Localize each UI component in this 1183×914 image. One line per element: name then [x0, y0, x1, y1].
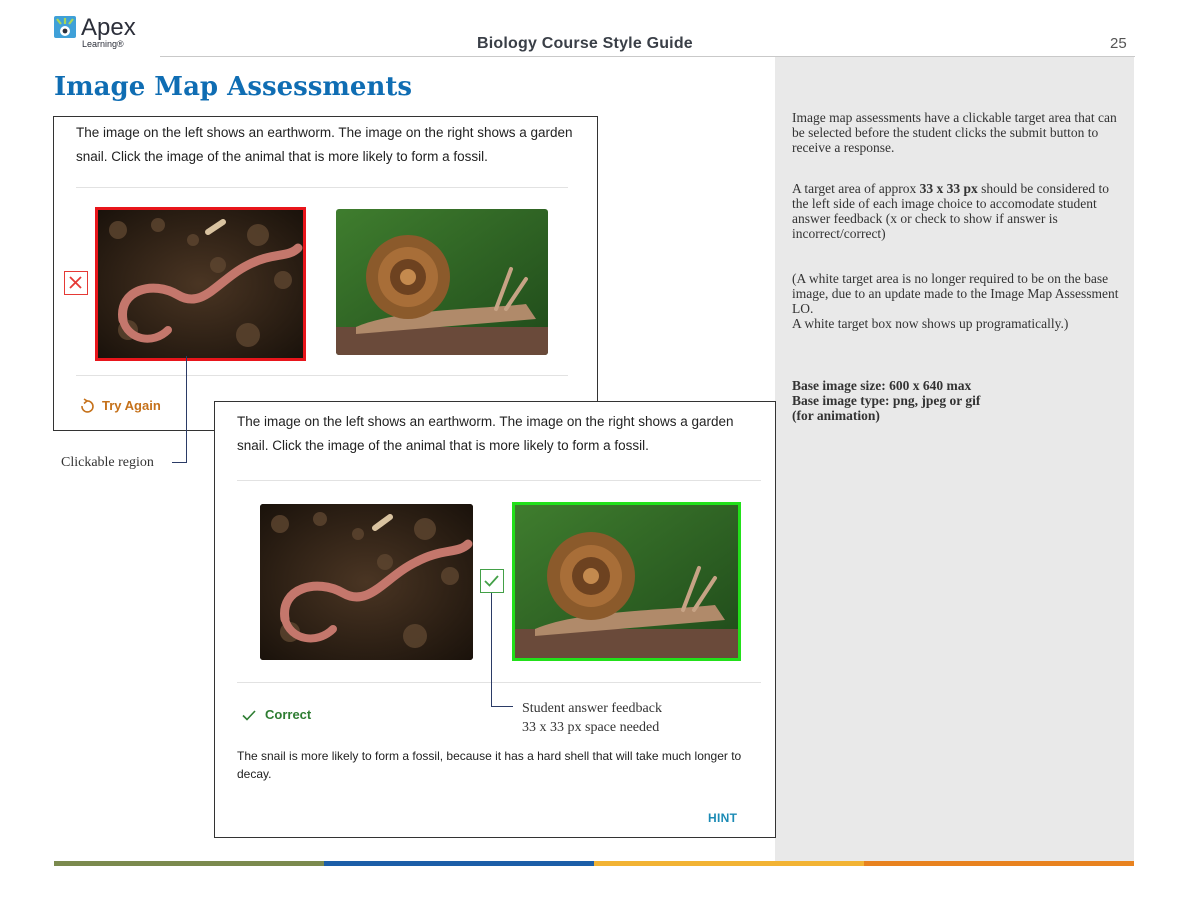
- base-image-size: Base image size: 600 x 640 max: [792, 378, 972, 393]
- page-number: 25: [1110, 35, 1127, 52]
- footer-bar-segment: [324, 861, 594, 866]
- document-title: Biology Course Style Guide: [477, 35, 693, 52]
- assessment-card-correct: [214, 401, 776, 838]
- check-icon: [480, 569, 504, 593]
- notes-panel: [775, 57, 1134, 861]
- snail-image-choice[interactable]: [336, 209, 548, 355]
- base-image-note: (for animation): [792, 408, 880, 423]
- divider: [237, 480, 761, 481]
- question-text: The image on the left shows an earthworm. The image on the right shows a garden snail. Click the image of the animal that is more likely to form a fossil.: [76, 125, 573, 164]
- notes-paragraph-2: [792, 181, 1122, 241]
- snail-image-choice[interactable]: [512, 502, 741, 661]
- divider: [76, 375, 568, 376]
- feedback-label-line-2: 33 x 33 px space needed: [522, 720, 660, 735]
- apex-logo-icon: [54, 16, 76, 38]
- section-title: Image Map Assessments: [54, 72, 413, 102]
- feedback-label-line-1: Student answer feedback: [522, 701, 662, 716]
- notes-paragraph-1: Image map assessments have a clickable target area that can be selected before the student clicks the submit button to receive a response.: [792, 110, 1117, 155]
- logo-subtext: Learning®: [82, 39, 124, 49]
- callout-line: [491, 706, 513, 707]
- callout-line: [186, 356, 187, 463]
- earthworm-image-choice[interactable]: [260, 504, 473, 660]
- clickable-region-label: Clickable region: [61, 455, 154, 470]
- assessment-card-incorrect: [53, 116, 598, 431]
- question-text: The image on the left shows an earthworm. The image on the right shows a garden snail. Click the image of the animal that is more likely to form a fossil.: [237, 414, 734, 453]
- x-icon: [64, 271, 88, 295]
- notes-p2-text-a: A target area of approx: [792, 181, 920, 196]
- base-image-type: Base image type: png, jpeg or gif: [792, 393, 981, 408]
- hint-button[interactable]: HINT: [708, 811, 738, 825]
- divider: [237, 682, 761, 683]
- correct-check-icon: [241, 707, 257, 723]
- footer-bar-segment: [594, 861, 864, 866]
- notes-p2-bold: 33 x 33 px: [919, 181, 978, 196]
- callout-line: [172, 462, 187, 463]
- footer-bar-segment: [864, 861, 1134, 866]
- correct-label: Correct: [265, 707, 312, 722]
- divider: [76, 187, 568, 188]
- notes-p2-text-b: should be considered to the left side of each image choice to accomodate student answer feedback (x or check to show if answer is incorrect/correct): [792, 181, 1109, 241]
- apex-logo: [54, 16, 164, 56]
- notes-paragraph-3: (A white target area is no longer required to be on the base image, due to an update made to the Image Map Assessment LO. A white target box now shows up programatically.): [792, 271, 1119, 331]
- footer-bar-segment: [54, 861, 324, 866]
- earthworm-image-choice[interactable]: [95, 207, 306, 361]
- logo-text: Apex: [81, 14, 136, 41]
- explanation-text: The snail is more likely to form a fossil, because it has a hard shell that will take much longer to decay.: [237, 749, 742, 781]
- callout-line: [491, 593, 492, 706]
- footer-color-bar: [54, 861, 1134, 866]
- try-again-button[interactable]: Try Again: [102, 398, 161, 413]
- notes-paragraph-4: [792, 378, 1122, 423]
- feedback-space-label: [522, 699, 662, 737]
- retry-icon: [79, 398, 95, 414]
